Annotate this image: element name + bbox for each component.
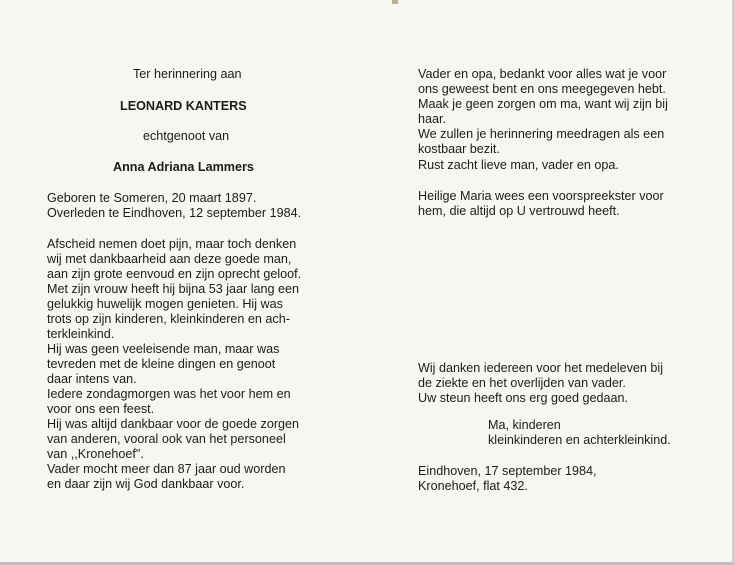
poem-line: Maak je geen zorgen om ma, want wij zijn bij: [418, 97, 668, 111]
poem-line: kostbaar bezit.: [418, 142, 500, 156]
thanks-line: Wij danken iedereen voor het medeleven bij: [418, 361, 664, 375]
body-line: trots op zijn kinderen, kleinkinderen en ach-: [47, 312, 290, 326]
body-line: en daar zijn wij God dankbaar voor.: [47, 477, 245, 491]
address-line: Kronehoef, flat 432.: [418, 479, 528, 493]
body-line: terkleinkind.: [47, 327, 115, 341]
poem-line: haar.: [418, 112, 447, 126]
spouse-name: Anna Adriana Lammers: [113, 160, 254, 174]
body-line: gelukkig huwelijk mogen genieten. Hij was: [47, 297, 283, 311]
spouse-intro: echtgenoot van: [143, 129, 230, 143]
body-line: Hij was altijd dankbaar voor de goede zorgen: [47, 417, 300, 431]
signature-line: Ma, kinderen: [488, 418, 561, 432]
body-line: van anderen, vooral ook van het personeel: [47, 432, 286, 446]
deceased-name: LEONARD KANTERS: [120, 99, 247, 113]
body-line: Hij was geen veeleisende man, maar was: [47, 342, 280, 356]
body-line: Met zijn vrouw heeft hij bijna 53 jaar lang een: [47, 282, 300, 296]
body-line: aan zijn grote eenvoud en zijn oprecht geloof.: [47, 267, 302, 281]
body-line: tevreden met de kleine dingen en genoot: [47, 357, 276, 371]
body-line: Iedere zondagmorgen was het voor hem en: [47, 387, 291, 401]
thanks-line: Uw steun heeft ons erg goed gedaan.: [418, 391, 629, 405]
death-line: Overleden te Eindhoven, 12 september 1984.: [47, 206, 302, 220]
birth-line: Geboren te Someren, 20 maart 1897.: [47, 191, 257, 205]
body-line: voor ons een feest.: [47, 402, 155, 416]
poem-line: Rust zacht lieve man, vader en opa.: [418, 158, 619, 172]
poem-line: We zullen je herinnering meedragen als een: [418, 127, 665, 141]
signature-line: kleinkinderen en achterkleinkind.: [488, 433, 671, 447]
heading: Ter herinnering aan: [133, 67, 242, 81]
body-line: daar intens van.: [47, 372, 137, 386]
poem-line: Vader en opa, bedankt voor alles wat je voor: [418, 67, 667, 81]
body-line: wij met dankbaarheid aan deze goede man,: [47, 252, 292, 266]
body-line: Vader mocht meer dan 87 jaar oud worden: [47, 462, 286, 476]
prayer-line: hem, die altijd op U vertrouwd heeft.: [418, 204, 620, 218]
poem-line: ons geweest bent en ons meegegeven hebt.: [418, 82, 666, 96]
fold-mark: [392, 0, 398, 4]
place-date-line: Eindhoven, 17 september 1984,: [418, 464, 597, 478]
thanks-line: de ziekte en het overlijden van vader.: [418, 376, 626, 390]
prayer-line: Heilige Maria wees een voorspreekster voor: [418, 189, 664, 203]
body-line: Afscheid nemen doet pijn, maar toch denken: [47, 237, 297, 251]
body-line: van ,,Kronehoef".: [47, 447, 144, 461]
